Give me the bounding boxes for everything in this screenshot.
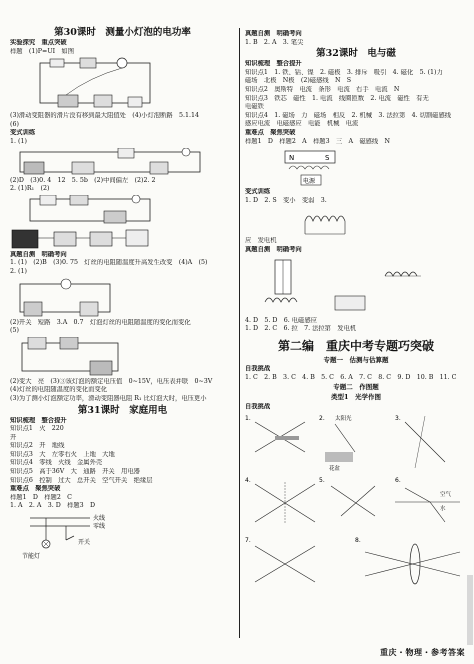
q8-label: 8. — [355, 537, 361, 545]
coil-figure — [245, 206, 395, 236]
q3-label: 3. — [395, 415, 401, 423]
water-label: 水 — [440, 506, 446, 513]
zero-wire-label: 零线 — [93, 523, 106, 531]
answer-line: 应 发电机 — [245, 237, 277, 245]
answer-line: (4)灯丝的电阻随温度的变化而变化 — [10, 386, 108, 394]
answer-line: 样题 (1)P=UI 如图 — [10, 47, 75, 55]
q2-label: 2. — [319, 415, 325, 423]
section-heading: 自我挑战 — [245, 402, 271, 410]
answer-line: 感应电流 电磁感应 电能 机械 电流 — [245, 120, 359, 128]
answer-line: 磁场 北极 N极 (2)磁感线 N S — [245, 77, 352, 85]
battery-label: 电源 — [303, 178, 316, 186]
answer-line: (2)开关 短路 3.A 0.7 灯泡灯丝的电阻随温度的变化而变化 — [10, 318, 191, 326]
lesson-32-title: 第32课时 电与磁 — [316, 48, 396, 60]
answer-line: (3)为了测小灯泡额定功率，滑动变阻器电阻 R₁ 比灯泡大时，电压更小 — [10, 394, 207, 402]
battery-photo-figure — [10, 226, 170, 250]
answer-line: 1. (1) (2)B (3)0. 75 灯丝的电阻随温度升高发生改变 (4)A (5) — [10, 259, 208, 267]
answer-line: 1. (1) — [10, 137, 27, 145]
sunlight-label: 太阳光 — [335, 416, 352, 423]
magnet-n-label: N — [289, 154, 295, 163]
household-circuit-diagram — [10, 512, 130, 562]
answer-line: 2. (1) — [10, 267, 27, 275]
answer-line: 开 — [10, 433, 17, 441]
answer-line: 知识点2 开 地线 — [10, 442, 65, 450]
circuit-diagram-3 — [10, 195, 160, 225]
answer-line: 2. (1)R₁ (2) — [10, 185, 50, 193]
answer-line: 知识点3 大 左零右火 上地 大地 — [10, 450, 115, 458]
section-heading: 真题自测 明确考向 — [245, 30, 302, 37]
fire-wire-label: 火线 — [93, 515, 106, 523]
answer-line: (5) — [10, 327, 19, 335]
optics-diagrams — [245, 412, 467, 590]
answer-line: 知识点4 1. 磁场 力 磁场 相反 2. 机械 3. 法拉第 4. 切割磁感线 — [245, 111, 452, 119]
q7-label: 7. — [245, 537, 251, 545]
answer-line: 1. D 2. S 变小 变弱 3. — [245, 196, 327, 204]
left-column — [10, 26, 235, 563]
motor-coil-figures — [245, 256, 445, 316]
section-heading: 重难点 聚焦突破 — [245, 128, 296, 136]
topic-1-title: 专题一 估测与估算题 — [323, 355, 389, 364]
answer-line: (6) — [10, 120, 19, 128]
air-label: 空气 — [440, 492, 452, 499]
answer-line: 电磁铁 — [245, 103, 264, 111]
part-2-title: 第二编 重庆中考专题巧突破 — [277, 338, 434, 353]
answer-line: 1. D 2. C 6. 拉 7. 法拉第 发电机 — [245, 325, 357, 333]
answer-line: (2)D (3)0. 4 12 5. 5b (2)中间偏左 (2)2. 2 — [10, 176, 156, 184]
type-1-title: 类型1 光学作图 — [330, 393, 382, 402]
circuit-diagram-4 — [10, 278, 120, 318]
answer-line: (3)滑动变阻器的滑片没有移到最大阻值处 (4)小灯泡断路 5.1.14 — [10, 112, 199, 120]
answer-line: 样题1 D 样题2 A 样题3 三 A 磁感线 N — [245, 137, 391, 145]
section-heading: 知识梳理 整合提升 — [10, 416, 67, 424]
section-heading: 重难点 聚焦突破 — [10, 485, 61, 493]
q4-label: 4. — [245, 477, 251, 485]
circuit-diagram-5 — [10, 337, 130, 377]
q1-label: 1. — [245, 415, 251, 423]
right-column — [245, 30, 467, 591]
answer-line: 知识点6 控制 过大 总开关 空气开关 绝缘层 — [10, 476, 159, 484]
answer-line: 1. B 2. A 3. 笔尖 — [245, 38, 304, 46]
section-heading: 变式训练 — [245, 188, 271, 196]
circuit-diagram-2 — [10, 148, 210, 176]
answer-line: 知识点1 1. 铁、钴、镍 2. 磁极 3. 排斥 吸引 4. 磁化 5. (1)力 — [245, 68, 443, 76]
flower-pot-label: 花盆 — [329, 466, 341, 473]
answer-line: 知识点1 火 220 — [10, 425, 64, 433]
section-heading: 自我挑战 — [245, 365, 271, 373]
answer-line: (2)变大 亮 (3)③该灯泡的额定电压值 0~15V，电压表并联 0~3V — [10, 377, 213, 385]
section-heading: 知识梳理 整合提升 — [245, 60, 302, 68]
page-edge-shadow — [467, 575, 473, 645]
lamp-label: 节能灯 — [22, 553, 41, 561]
answer-line: 知识点4 零线 火线 金属外壳 — [10, 459, 103, 467]
column-divider — [239, 28, 240, 638]
answer-line: 1. C 2. B 3. C 4. B 5. C 6. A 7. C 8. C 9. D 10. B 11. C — [245, 373, 457, 381]
answer-line: 知识点2 奥斯特 电流 条形 电流 右手 电流 N — [245, 85, 400, 93]
switch-label: 开关 — [78, 539, 91, 547]
answer-line: 知识点5 高于36V 大 通路 开关 用电器 — [10, 468, 140, 476]
footer-label: 重庆・物理・参考答案 — [380, 647, 465, 657]
circuit-diagram-1 — [10, 57, 160, 111]
lesson-31-title: 第31课时 家庭用电 — [77, 404, 168, 416]
section-heading: 实验探究 重点突破 — [10, 39, 67, 46]
answer-line: 样题1 D 样题2 C — [10, 493, 72, 501]
q5-label: 5. — [319, 477, 325, 485]
answer-line: 1. A 2. A 3. D 样题3 D — [10, 502, 96, 510]
answer-line: 4. D 5. D 6. 电磁感应 — [245, 316, 317, 324]
section-heading: 变式训练 — [10, 129, 36, 137]
q6-label: 6. — [395, 477, 401, 485]
topic-2-title: 专题二 作图题 — [333, 383, 379, 392]
answer-line: 知识点3 铁芯 磁性 1. 电流 线圈匝数 2. 电流 磁性 有无 — [245, 94, 429, 102]
section-heading: 真题自测 明确考向 — [245, 245, 302, 253]
electromagnet-figure — [245, 147, 395, 187]
section-heading: 真题自测 明确考向 — [10, 250, 67, 258]
lesson-30-title: 第30课时 测量小灯泡的电功率 — [54, 27, 191, 38]
magnet-s-label: S — [325, 154, 330, 163]
